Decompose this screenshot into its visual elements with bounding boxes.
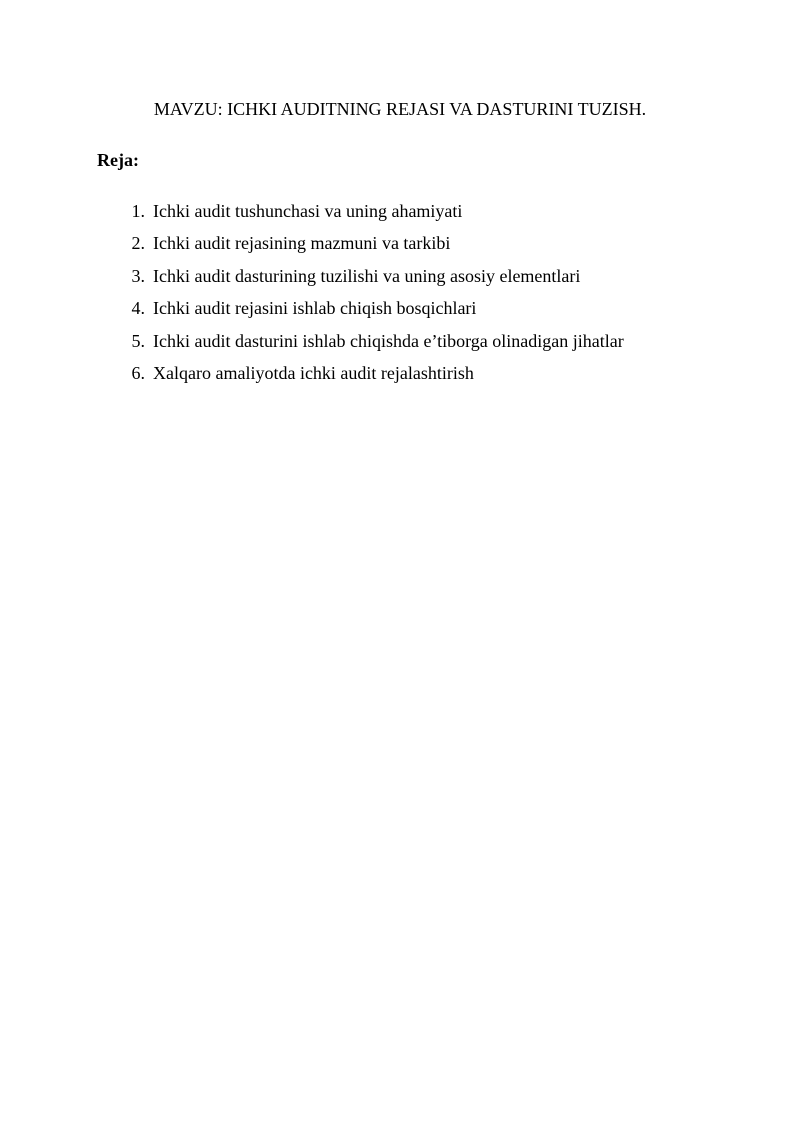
plan-item-number: 5 . [97,329,145,353]
plan-item-number: 6 . [97,361,145,385]
plan-heading: Reja: [97,150,139,170]
plan-item-text: Ichki audit rejasini ishlab chiqish bosqichlari [153,298,477,319]
plan-item-number: 3 . [97,264,145,288]
document-title: MAVZU: ICHKI AUDITNING REJASI VA DASTURINI TUZISH. [153,99,647,119]
plan-item-text: Xalqaro amaliyotda ichki audit rejalashtirish [153,362,474,383]
plan-item-number: 4 . [97,296,145,320]
plan-item-text: Ichki audit tushunchasi va uning ahamiyati [153,201,463,221]
plan-list [97,199,624,393]
plan-item [97,264,624,296]
plan-item-number: 1 . [97,199,145,223]
plan-item [97,329,624,361]
plan-item [97,361,624,393]
plan-item [97,199,624,231]
plan-item [97,296,624,328]
plan-item-text: Ichki audit dasturini ishlab chiqishda e’tiborga olinadigan jihatlar [153,330,624,351]
plan-item-number: 2 . [97,231,145,255]
plan-item [97,231,624,263]
plan-item-text: Ichki audit rejasining mazmuni va tarkibi [153,233,451,254]
plan-item-text: Ichki audit dasturining tuzilishi va uning asosiy elementlari [153,265,581,286]
